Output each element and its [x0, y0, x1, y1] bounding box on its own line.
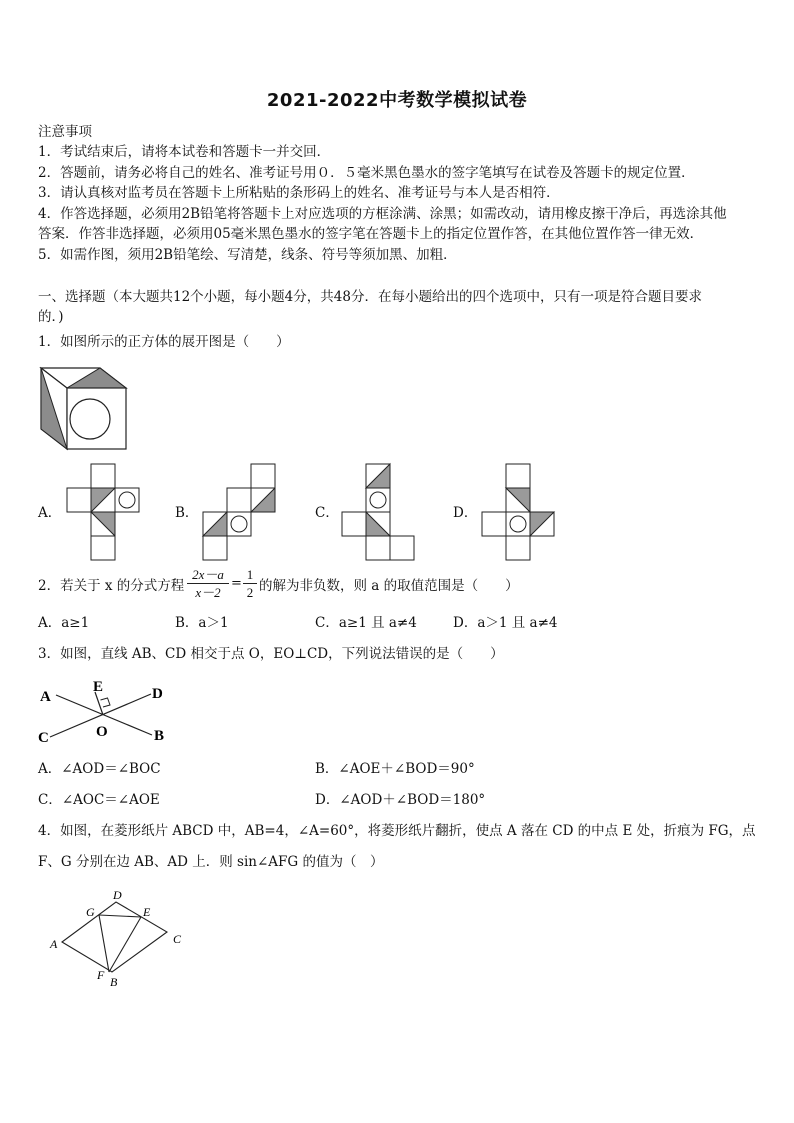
net-option-c	[341, 462, 417, 562]
net-option-a	[66, 462, 142, 562]
point-b-label: B	[154, 728, 165, 744]
point-o-label: O	[96, 724, 108, 740]
net-option-b	[202, 462, 278, 562]
rhombus-figure	[46, 886, 192, 992]
question-3-option-c: C．∠AOC＝∠AOE	[38, 792, 160, 808]
question-2-option-b: B．a＞1	[175, 615, 229, 631]
cube-figure	[38, 366, 130, 454]
question-2-stem-end: 的解为非负数，则 a 的取值范围是（ ）	[259, 578, 519, 594]
notice-heading: 注意事项	[38, 124, 92, 140]
question-4-stem-line-1: 4．如图，在菱形纸片 ABCD 中，AB=4，∠A=60°，将菱形纸片翻折，使点 A 落在 CD 的中点 E 处，折痕为 FG，点	[38, 823, 756, 839]
section-heading-cont: 的．)	[38, 309, 64, 325]
point-e-label: E	[93, 679, 104, 695]
question-1-stem: 1．如图所示的正方体的展开图是（ ）	[38, 334, 290, 350]
question-2-option-d: D．a＞1 且 a≠4	[453, 615, 558, 631]
rhombus-point-b: B	[110, 975, 118, 989]
notice-item-2: 2．答题前，请务必将自己的姓名、准考证号用０．５毫米黑色墨水的签字笔填写在试卷及答题卡的规定位置．	[38, 165, 695, 181]
rhombus-point-d: D	[113, 888, 122, 902]
question-2-option-a: A．a≥1	[38, 615, 90, 631]
option-d-label: D．	[453, 505, 478, 521]
section-heading: 一、选择题（本大题共12个小题，每小题4分，共48分．在每小题给出的四个选项中，只有一项是符合题目要求	[38, 289, 702, 305]
rhombus-point-g: G	[86, 905, 95, 919]
fraction-1-numerator: 2x－a	[192, 567, 224, 582]
question-3-option-d: D．∠AOD＋∠BOD＝180°	[315, 792, 486, 808]
option-b-label: B．	[175, 505, 199, 521]
intersecting-lines-figure	[36, 674, 172, 746]
point-a-label: A	[40, 689, 51, 705]
notice-item-5: 5．如需作图，须用2B铅笔绘、写清楚，线条、符号等须加黑、加粗．	[38, 247, 457, 263]
question-3-stem: 3．如图，直线 AB、CD 相交于点 O，EO⊥CD，下列说法错误的是（ ）	[38, 646, 504, 662]
question-3-option-a: A．∠AOD＝∠BOC	[38, 761, 161, 777]
notice-item-1: 1．考试结束后，请将本试卷和答题卡一并交回．	[38, 144, 331, 160]
option-c-label: C．	[315, 505, 339, 521]
fraction-2	[243, 566, 257, 601]
fraction-1-denominator: x－2	[195, 585, 221, 600]
net-option-d	[481, 462, 557, 562]
notice-item-4-cont: 答案．作答非选择题，必须用05毫米黑色墨水的签字笔在答题卡上的指定位置作答，在其他位置作答一律无效．	[38, 226, 704, 242]
rhombus-point-c: C	[173, 932, 182, 946]
rhombus-point-a: A	[50, 937, 58, 951]
rhombus-point-f: F	[97, 968, 105, 982]
notice-item-4: 4．作答选择题，必须用2B铅笔将答题卡上对应选项的方框涂满、涂黑；如需改动，请用橡皮擦干净后，再选涂其他	[38, 206, 727, 222]
question-3-option-b: B．∠AOE＋∠BOD＝90°	[315, 761, 475, 777]
fraction-1	[186, 566, 230, 601]
question-2-option-c: C．a≥1 且 a≠4	[315, 615, 417, 631]
rhombus-point-e: E	[143, 905, 151, 919]
page-title: 2021-2022中考数学模拟试卷	[266, 90, 528, 111]
notice-item-3: 3．请认真核对监考员在答题卡上所粘贴的条形码上的姓名、准考证号与本人是否相符．	[38, 185, 560, 201]
point-c-label: C	[38, 730, 49, 746]
option-a-label: A．	[38, 505, 62, 521]
fraction-2-denominator: 2	[246, 585, 254, 600]
point-d-label: D	[152, 686, 163, 702]
question-4-stem-line-2: F、G 分别在边 AB、AD 上．则 sin∠AFG 的值为（ ）	[38, 854, 384, 870]
fraction-2-numerator: 1	[246, 567, 254, 582]
equals-sign: =	[231, 576, 242, 591]
question-2-stem-start: 2．若关于 x 的分式方程	[38, 578, 185, 594]
